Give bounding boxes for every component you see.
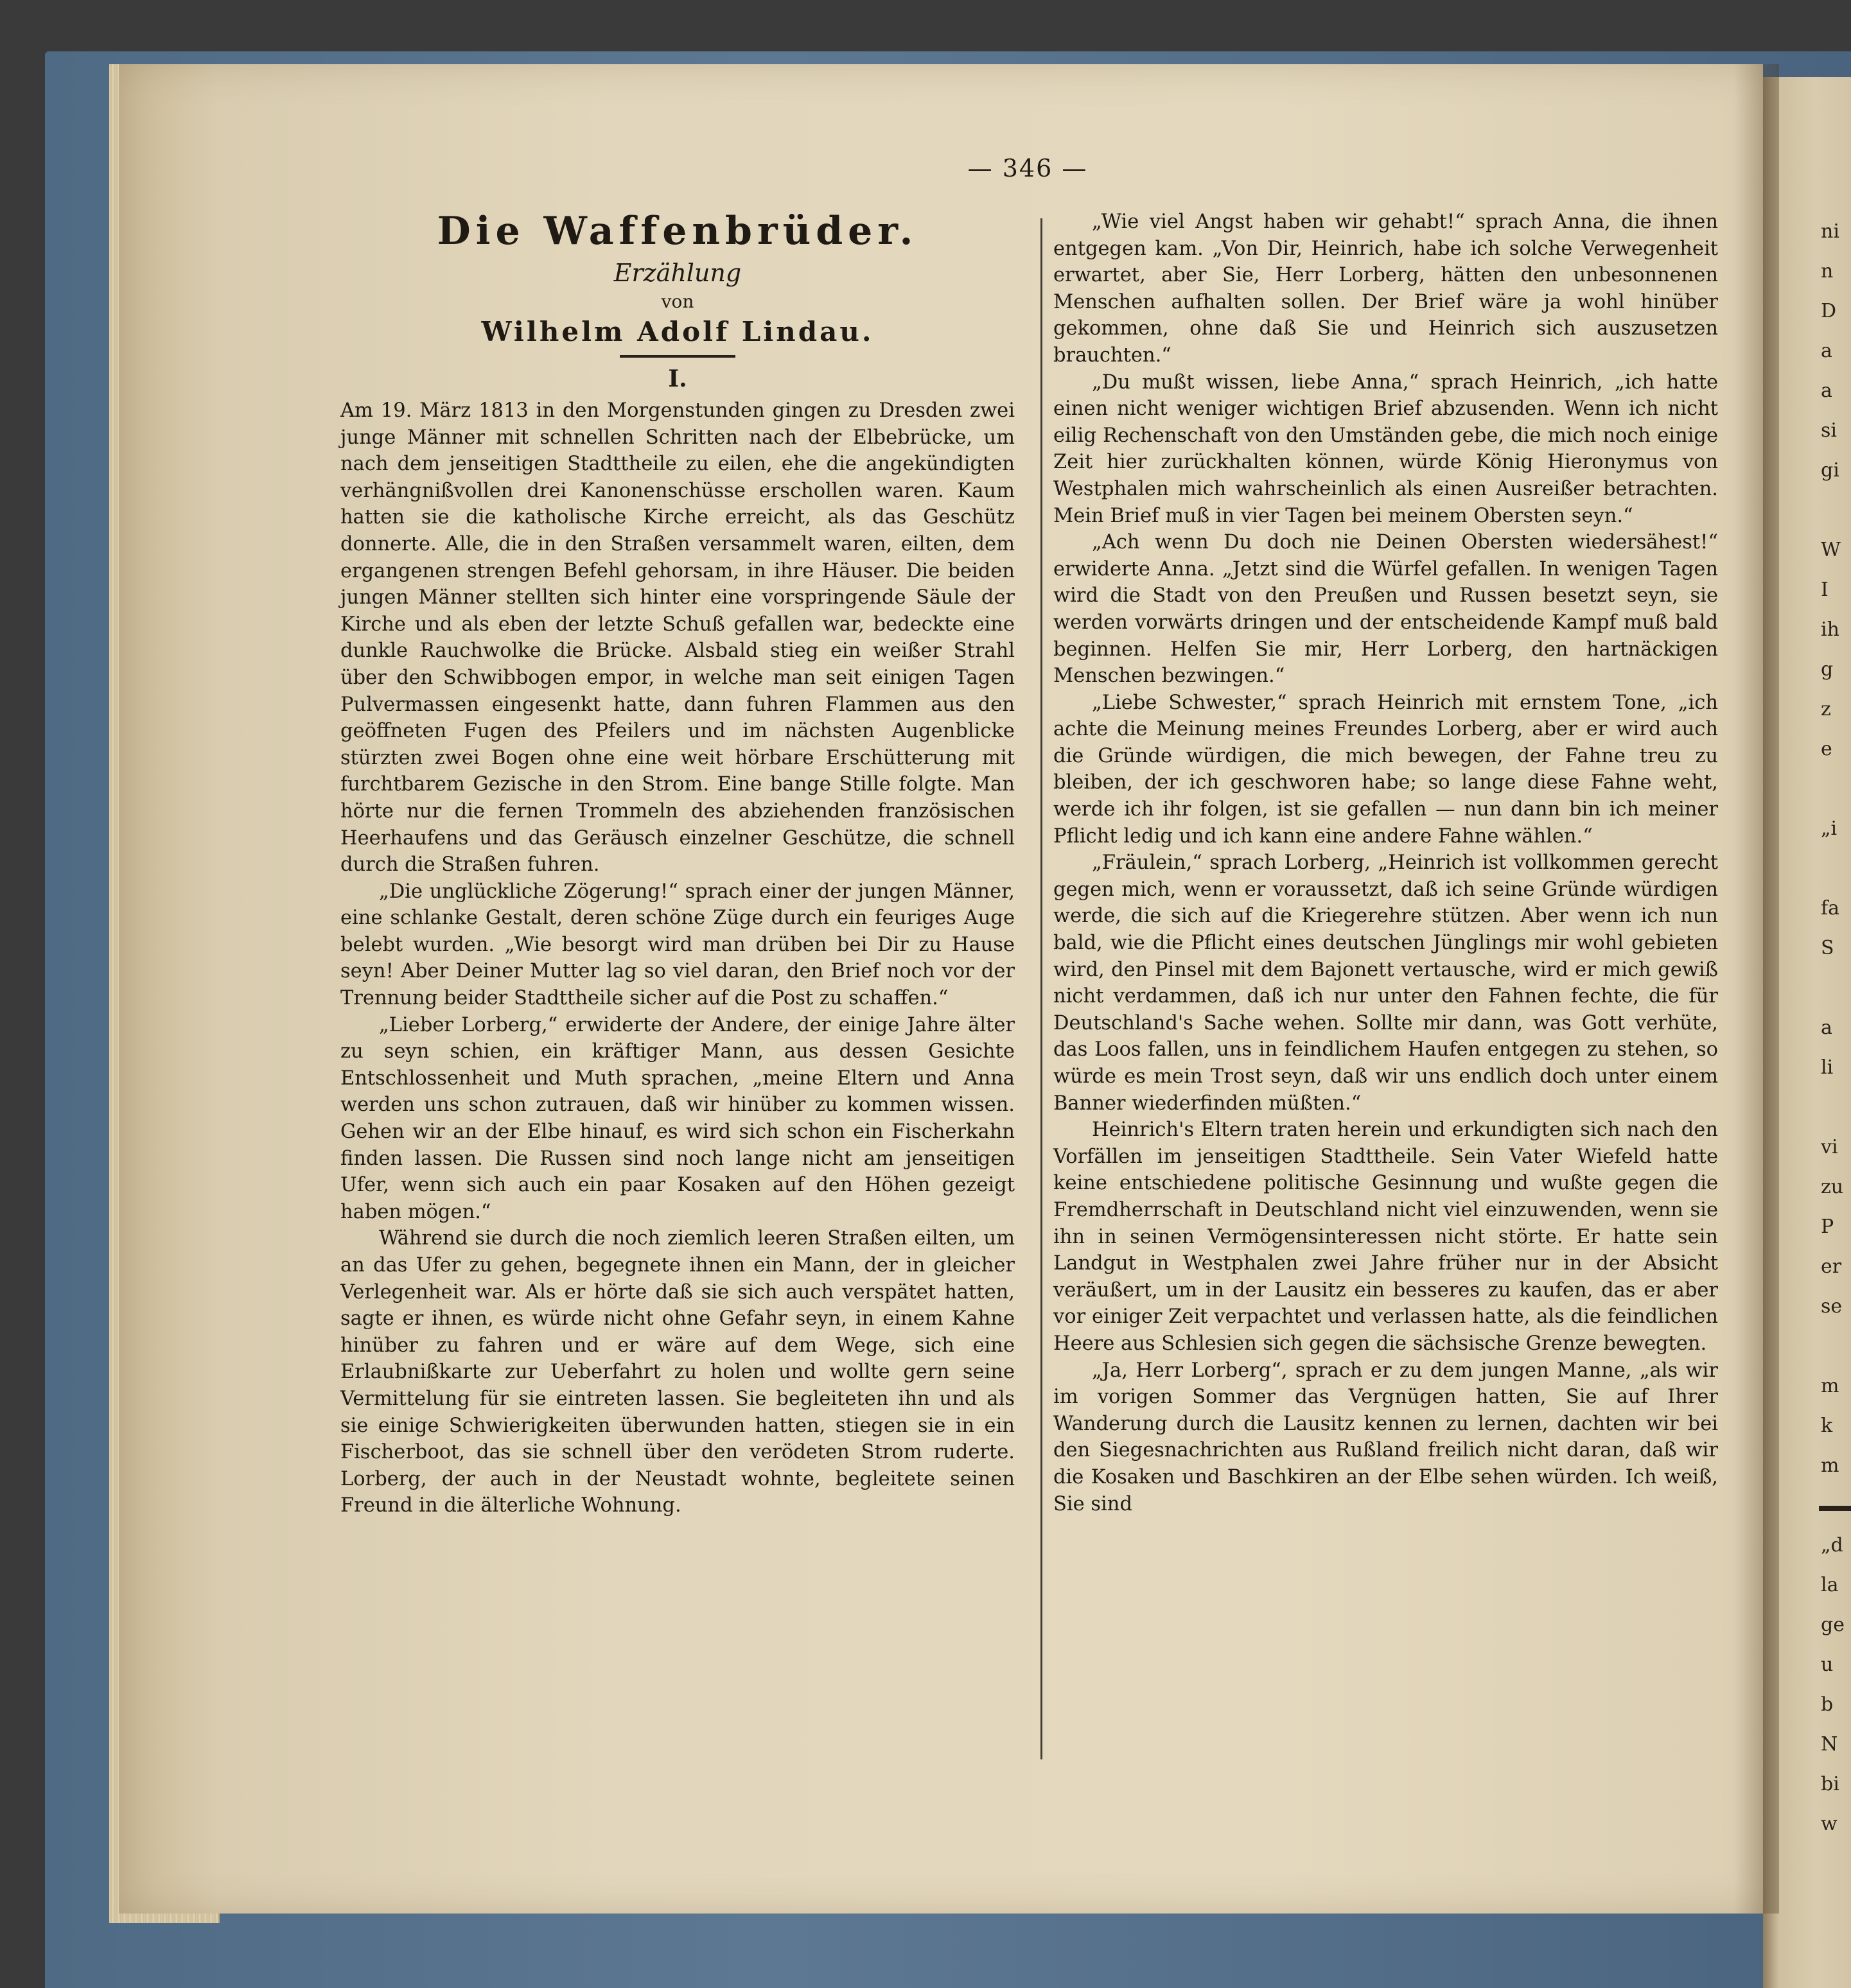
facing-page-fragment: li — [1821, 1056, 1834, 1079]
paragraph: „Liebe Schwester,“ sprach Heinrich mit ernstem Tone, „ich achte die Meinung meines Freundes Lorberg, aber er wird auch die Gründe würdigen, die mich bewegen, der Fahne treu zu bleiben, der ich geschworen habe; so lange diese Fahne weht, werde ich ihr folgen, ist sie gefallen — nun dann bin ich meiner Pflicht ledig und ich kann eine andere Fahne wählen.“ — [1053, 691, 1718, 848]
facing-page-fragment: la — [1821, 1574, 1839, 1596]
chapter-number: I. — [668, 365, 687, 392]
column-divider — [1040, 218, 1042, 1759]
facing-page-fragment: P — [1821, 1216, 1834, 1238]
story-title: Die Waffenbrüder. — [437, 209, 918, 254]
facing-page-fragment: b — [1821, 1693, 1834, 1716]
paragraph: „Ja, Herr Lorberg“, sprach er zu dem jungen Manne, „als wir im vorigen Sommer das Vergnügen hatten, Sie auf Ihrer Wanderung durch die Lausitz kennen zu lernen, dachten wir bei den Siegesnachrichten aus Rußland freilich nicht daran, daß wir die Kosaken und Baschkiren an der Elbe sehen würden. Ich weiß, Sie sind — [1053, 1359, 1718, 1515]
paragraph: „Lieber Lorberg,“ erwiderte der Andere, der einige Jahre älter zu seyn schien, ein kräftiger Mann, aus dessen Gesichte Entschlossenheit und Muth sprachen, „meine Eltern und Anna werden uns schon zutrauen, daß wir hinüber zu kommen wissen. Gehen wir an der Elbe hinauf, es wird sich schon ein Fischerkahn finden lassen. Die Russen sind noch lange nicht am jenseitigen Ufer, wenn sich auch ein paar Kosaken auf den Höhen gezeigt haben mögen.“ — [340, 1013, 1015, 1223]
facing-page-fragment: g — [1821, 658, 1834, 681]
facing-page-fragment: se — [1821, 1295, 1843, 1318]
facing-page-fragment — [1821, 1088, 1851, 1128]
facing-page-fragment: m — [1821, 1375, 1839, 1397]
paragraph: „Die unglückliche Zögerung!“ sprach einer der jungen Männer, eine schlanke Gestalt, deren schöne Züge durch ein feuriges Auge belebt wurden. „Wie besorgt wird man drüben bei Dir zu Hause seyn! Aber Deiner Mutter lag so viel daran, den Brief noch vor der Trennung beider Stadttheile sicher auf die Post zu schaffen.“ — [340, 880, 1015, 1010]
facing-page-fragment: gi — [1821, 459, 1839, 482]
page-number: — 346 — — [967, 154, 1088, 182]
facing-page-fragment: z — [1821, 698, 1831, 720]
facing-page-fragment: er — [1821, 1255, 1842, 1278]
facing-page-fragment: si — [1821, 419, 1837, 442]
facing-page-fragment: S — [1821, 937, 1834, 959]
facing-page-rule — [1819, 1506, 1851, 1511]
author-name: Wilhelm Adolf Lindau. — [481, 316, 874, 347]
gutter-shadow — [1734, 64, 1779, 1914]
paragraph: Am 19. März 1813 in den Morgenstunden gingen zu Dresden zwei junge Männer mit schnellen Schritten nach der Elbebrücke, um nach dem jenseitigen Stadttheile zu eilen, ehe die angekündigten verhängnißvollen drei Kanonenschüsse erschollen waren. Kaum hatten sie die katholische Kirche erreicht, als das Geschütz donnerte. Alle, die in den Straßen versammelt waren, eilten, dem ergangenen strengen Befehl gehorsam, in ihre Häuser. Die beiden jungen Männer stellten sich hinter eine vorspringende Säule der Kirche und als eben der letzte Schuß gefallen war, bedeckte eine dunkle Rauchwolke die Brücke. Alsbald stieg ein weißer Strahl über den Schwibbogen empor, in welche man seit einigen Tagen Pulvermassen eingesenkt hatte, dann fuhren Flammen aus den geöffneten Fugen des Pfeilers und im nächsten Augenblicke stürzten zwei Bogen ohne eine weit hörbare Erschütterung mit furchtbarem Gezische in den Strom. Eine bange Stille folgte. Man hörte nur die fernen Trommeln des abziehenden französischen Heerhaufens und das Geräusch einzelner Geschütze, die schnell durch die Straßen fuhren. — [340, 399, 1015, 876]
paragraph: Heinrich's Eltern traten herein und erkundigten sich nach den Vorfällen im jenseitigen Stadttheile. Sein Vater Wiefeld hatte keine entschiedene politische Gesinnung und wußte gegen die Fremdherrschaft in Deutschland nicht viel einzuwenden, wenn sie ihn in seinen Vermögensinteressen nicht störte. Er hatte sein Landgut in Westphalen zwei Jahre früher nur in der Absicht veräußert, um in der Lausitz ein besseres zu kaufen, das er aber vor einiger Zeit verpachtet und verlassen hatte, als die feindlichen Heere aus Schlesien sich gegen die sächsische Grenze bewegten. — [1053, 1119, 1718, 1355]
right-column — [1053, 209, 1718, 1517]
paragraph: „Ach wenn Du doch nie Deinen Obersten wiedersähest!“ erwiderte Anna. „Jetzt sind die Würfel gefallen. In wenigen Tagen wird die Stadt von den Preußen und Russen besetzt seyn, sie werden vorwärts dringen und der entscheidende Kampf muß bald beginnen. Helfen Sie mir, Herr Lorberg, den hartnäckigen Menschen bezwingen.“ — [1053, 531, 1718, 688]
facing-page-fragment: D — [1821, 300, 1837, 322]
title-rule — [620, 355, 735, 358]
paragraph: „Wie viel Angst haben wir gehabt!“ sprach Anna, die ihnen entgegen kam. „Von Dir, Heinrich, habe ich solche Verwegenheit erwartet, aber Sie, Herr Lorberg, hätten den unbesonnenen Menschen aufhalten sollen. Der Brief wäre ja wohl hinüber gekommen, ohne daß Sie und Heinrich sich auszusetzen brauchten.“ — [1053, 211, 1718, 367]
facing-page-fragment: I — [1821, 579, 1829, 601]
facing-page-fragment: zu — [1821, 1176, 1844, 1198]
facing-page-fragment: e — [1821, 738, 1832, 760]
facing-page-fragment — [1821, 968, 1851, 1008]
facing-page-fragment: N — [1821, 1733, 1838, 1756]
paragraph: Während sie durch die noch ziemlich leeren Straßen eilten, um an das Ufer zu gehen, begegnete ihnen ein Mann, der in gleicher Verlegenheit war. Als er hörte daß sie sich auch verspätet hatten, sagte er ihnen, es würde nicht ohne Gefahr seyn, in einem Kahne hinüber zu fahren und er wäre auf dem Wege, sich eine Erlaubnißkarte zur Ueberfahrt zu holen und wollte gern seine Vermittelung für sie eintreten lassen. Sie begleiteten ihn und als sie einige Schwierigkeiten überwunden hatten, stiegen sie in ein Fischerboot, das sie schnell über den verödeten Strom ruderte. Lorberg, der auch in der Neustadt wohnte, begleitete seinen Freund in die älterliche Wohnung. — [340, 1227, 1015, 1517]
paragraph: „Du mußt wissen, liebe Anna,“ sprach Heinrich, „ich hatte einen nicht weniger wichtigen Brief abzusenden. Wenn ich nicht eilig Rechenschaft von den Umständen gebe, die mich noch einige Zeit hier zurückhalten können, würde König Hieronymus von Westphalen mich wahrscheinlich als einen Ausreißer betrachten. Mein Brief muß in vier Tagen bei meinem Obersten seyn.“ — [1053, 371, 1718, 527]
byline-von: von — [661, 291, 694, 312]
facing-page-fragment — [1821, 1327, 1851, 1366]
facing-page-fragment: W — [1821, 539, 1841, 561]
facing-page-fragment: ih — [1821, 618, 1839, 641]
facing-page-fragment — [1821, 491, 1851, 530]
paragraph: „Fräulein,“ sprach Lorberg, „Heinrich ist vollkommen gerecht gegen mich, wenn er voraussetzt, daß ich seine Gründe würdigen werde, die sich auf die Kriegerehre stützen. Aber wenn ich nun bald, wie die Pflicht eines deutschen Jünglings mir wohl gebieten wird, den Pinsel mit dem Bajonett vertausche, wird er mich gewiß nicht verdammen, daß ich nur unter den Fahnen fechte, die für Deutschland's Sache wehen. Sollte mir dann, was Gott verhüte, das Loos fallen, uns in feindlichem Haufen entgegen zu stehen, so würde es mein Trost seyn, daß wir uns endlich doch unter einem Banner wiederfinden müßten.“ — [1053, 851, 1718, 1115]
facing-page-fragment: w — [1821, 1813, 1838, 1835]
facing-page-fragment: a — [1821, 379, 1832, 402]
facing-page-fragment: vi — [1821, 1136, 1838, 1158]
left-column — [340, 209, 1015, 1519]
facing-page-fragment: ni — [1821, 220, 1839, 243]
facing-page-fragment: u — [1821, 1653, 1834, 1676]
facing-page-fragment: ge — [1821, 1614, 1845, 1636]
facing-page-fragment — [1821, 769, 1851, 809]
story-subtitle: Erzählung — [613, 259, 742, 287]
facing-page-fragment: „d — [1821, 1534, 1843, 1556]
facing-page-fragment: bi — [1821, 1773, 1839, 1795]
facing-page-fragment: n — [1821, 260, 1834, 283]
facing-page-fragment: m — [1821, 1454, 1839, 1477]
facing-page-fragment: a — [1821, 340, 1832, 362]
facing-page-fragment: fa — [1821, 897, 1839, 920]
facing-page-text-fragments — [1821, 212, 1851, 1844]
facing-page-fragment — [1821, 849, 1851, 889]
facing-page-fragment: a — [1821, 1016, 1832, 1039]
facing-page-fragment: „i — [1821, 817, 1838, 840]
facing-page-fragment: k — [1821, 1415, 1833, 1437]
